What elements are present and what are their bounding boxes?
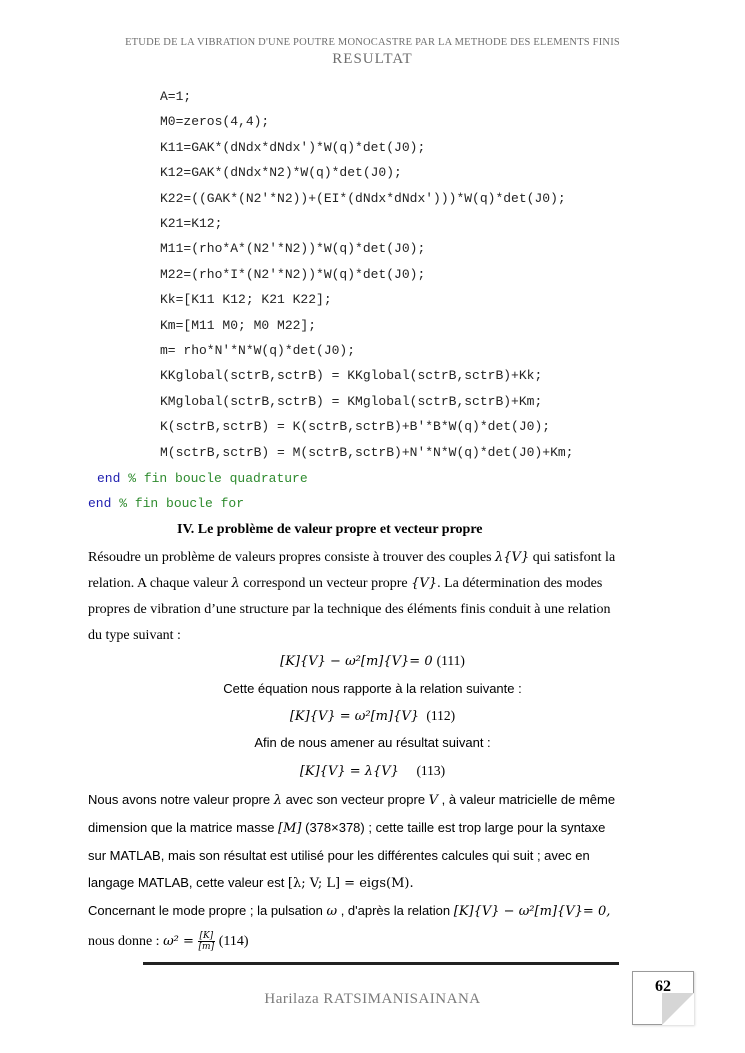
code-line: Kk=[K11 K12; K21 K22]; (160, 292, 332, 308)
text-span: Nous avons notre valeur propre (88, 792, 274, 807)
paragraph-line: sur MATLAB, mais son résultat est utilisé pour les différentes calcules qui suit ; avec en (88, 848, 590, 863)
text-span: , d'après la relation (337, 903, 454, 918)
math-span: ω² = (163, 934, 194, 949)
paragraph-line (88, 786, 660, 814)
text-span: correspond un vecteur propre (239, 576, 412, 591)
equation-expression: [K]{V} = ω²[m]{V} (289, 709, 420, 724)
paragraph-line: du type suivant : (88, 628, 181, 643)
equation-expression: [K]{V} − ω²[m]{V}= 0 (280, 654, 433, 669)
equation-111 (0, 652, 745, 670)
code-line: K12=GAK*(dNdx*N2)*W(q)*det(J0); (160, 165, 402, 181)
code-line: A=1; (160, 89, 192, 104)
text-span: Résoudre un problème de valeurs propres consiste à trouver des couples (88, 550, 496, 565)
running-header: ETUDE DE LA VIBRATION D'UNE POUTRE MONOCASTRE PAR LA METHODE DES ELEMENTS FINIS (125, 37, 620, 48)
code-end-for (88, 496, 244, 511)
code-line: K22=((GAK*(N2'*N2))+(EI*(dNdx*dNdx')))*W(q)*det(J0); (160, 190, 566, 206)
page-number-box (632, 971, 694, 1025)
section-title: IV. Le problème de valeur propre et vecteur propre (177, 522, 483, 537)
paragraph-line (88, 814, 660, 842)
code-comment: % fin boucle quadrature (128, 471, 308, 486)
equation-113 (0, 762, 745, 780)
text-relation: Cette équation nous rapporte à la relation suivante : (223, 681, 522, 696)
code-line: M11=(rho*A*(N2'*N2))*W(q)*det(J0); (160, 241, 426, 257)
text-span: relation. A chaque valeur (88, 576, 232, 591)
code-line: M22=(rho*I*(N2'*N2))*W(q)*det(J0); (160, 266, 426, 282)
code-line: KKglobal(sctrB,sctrB) = KKglobal(sctrB,sctrB)+Kk; (160, 368, 543, 384)
equation-expression: [K]{V} = λ{V} (299, 764, 399, 779)
footer-rule (143, 962, 619, 965)
fraction (198, 931, 216, 952)
paragraph-line (88, 571, 660, 597)
paragraph-line (88, 869, 660, 897)
text-span: nous donne : (88, 934, 164, 949)
equation-112 (0, 707, 745, 725)
fraction-denominator: [m] (198, 942, 215, 953)
fraction-numerator: [K] (199, 931, 214, 942)
equation-number: (111) (436, 653, 465, 668)
paragraph-line (88, 927, 660, 955)
math-span: [λ; V; L] = eigs(M). (287, 876, 414, 891)
math-span: V (428, 793, 439, 808)
text-span: qui satisfont la (529, 550, 616, 565)
code-line: M(sctrB,sctrB) = M(sctrB,sctrB)+N'*N*W(q)*det(J0)+Km; (160, 444, 574, 460)
math-span: λ (273, 793, 282, 808)
math-span: ω (326, 904, 338, 919)
math-span: {V} (411, 576, 438, 591)
math-span: λ (231, 576, 240, 591)
code-keyword: end (97, 471, 121, 486)
equation-number: (114) (218, 934, 249, 949)
code-end-quadrature (97, 471, 308, 486)
paragraph-intro (88, 545, 660, 649)
text-span: (378×378) ; cette taille est trop large pour la syntaxe (301, 820, 606, 835)
section-header: RESULTAT (332, 51, 413, 67)
page-curl-icon (662, 993, 694, 1025)
text-span: avec son vecteur propre (281, 792, 429, 807)
paragraph-line: propres de vibration d’une structure par la technique des éléments finis conduit à une relation (88, 602, 611, 617)
code-comment: % fin boucle for (119, 496, 245, 511)
text-result: Afin de nous amener au résultat suivant : (254, 735, 491, 750)
text-span: . La détermination des modes (437, 576, 603, 591)
code-keyword: end (88, 496, 112, 511)
text-span: , à valeur matricielle de même (438, 792, 616, 807)
math-span: [M] (278, 821, 302, 836)
paragraph-eigen (88, 786, 660, 955)
code-line: M0=zeros(4,4); (160, 114, 270, 130)
equation-number: (113) (416, 763, 446, 778)
code-line: m= rho*N'*N*W(q)*det(J0); (160, 343, 356, 358)
footer-author: Harilaza RATSIMANISAINANA (264, 991, 481, 1007)
text-span: dimension que la matrice masse (88, 820, 279, 835)
text-span: langage MATLAB, cette valeur est (88, 875, 288, 890)
code-line: K21=K12; (160, 216, 223, 231)
paragraph-line (88, 897, 660, 925)
equation-number: (112) (426, 708, 456, 723)
paragraph-line (88, 545, 660, 571)
code-line: KMglobal(sctrB,sctrB) = KMglobal(sctrB,sctrB)+Km; (160, 393, 543, 409)
code-line: K(sctrB,sctrB) = K(sctrB,sctrB)+B'*B*W(q)*det(J0); (160, 419, 551, 435)
code-line: Km=[M11 M0; M0 M22]; (160, 317, 317, 333)
math-span: [K]{V} − ω²[m]{V}= 0, (453, 904, 611, 919)
text-span: Concernant le mode propre ; la pulsation (88, 903, 327, 918)
code-line: K11=GAK*(dNdx*dNdx')*W(q)*det(J0); (160, 139, 426, 155)
math-span: λ{V} (495, 550, 530, 565)
page-number: 62 (655, 978, 671, 995)
